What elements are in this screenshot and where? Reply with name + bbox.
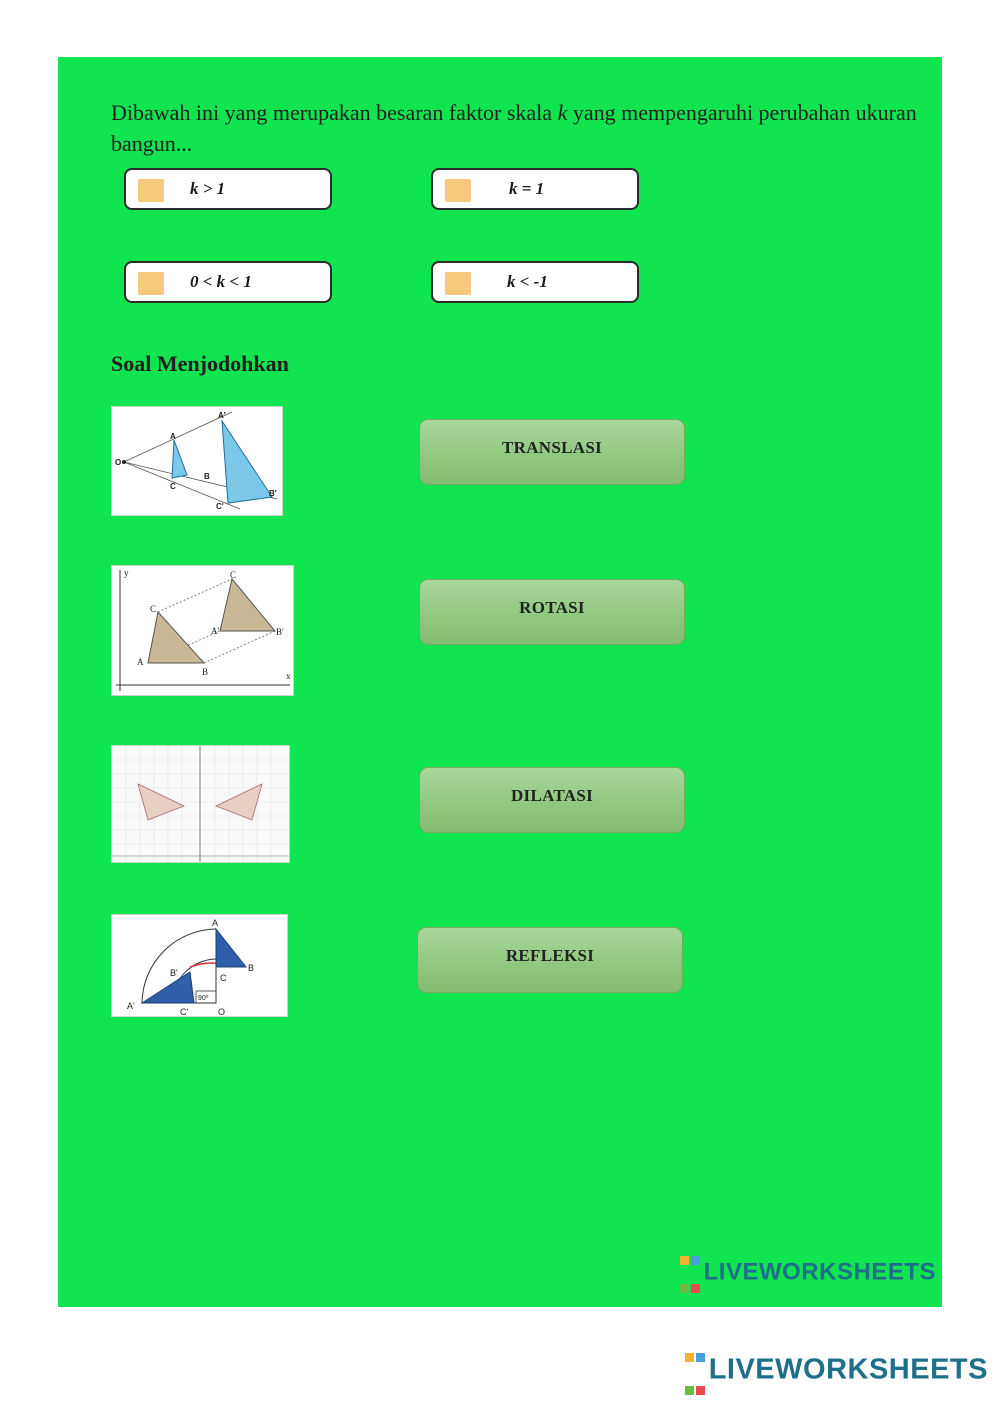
- label-b: B: [248, 963, 255, 973]
- label-a: A: [170, 432, 176, 441]
- label-b-prime: B': [276, 627, 284, 637]
- label-b-prime: B': [170, 968, 178, 978]
- label-b: B: [202, 667, 209, 677]
- choice-k-greater-1[interactable]: [124, 168, 332, 210]
- checkbox[interactable]: [445, 179, 471, 202]
- choice-label: k = 1: [509, 179, 545, 198]
- liveworksheets-logo-icon: [684, 1338, 706, 1404]
- label-c: C: [150, 604, 157, 614]
- rotation-diagram-icon[interactable]: [111, 914, 288, 1017]
- checkbox[interactable]: [445, 272, 471, 295]
- label-a-prime: A': [211, 626, 220, 636]
- brand-watermark-inner: LIVEWORKSHEETS: [679, 1245, 936, 1301]
- checkbox[interactable]: [138, 179, 164, 202]
- label-x: x: [286, 671, 291, 681]
- reflection-diagram-icon[interactable]: [111, 745, 290, 863]
- match-refleksi[interactable]: [417, 927, 683, 993]
- label-c: C: [220, 973, 227, 983]
- label-angle: 90º: [198, 995, 209, 1002]
- label-y: y: [124, 568, 129, 578]
- label-c: C: [170, 482, 176, 491]
- match-label: TRANSLASI: [501, 438, 602, 457]
- choice-k-equal-1[interactable]: [431, 168, 639, 210]
- label-a: A: [212, 918, 219, 928]
- match-rotasi[interactable]: [419, 579, 685, 645]
- match-label: REFLEKSI: [505, 946, 595, 965]
- label-a-prime: A': [127, 1001, 135, 1011]
- checkbox[interactable]: [138, 272, 164, 295]
- brand-footer[interactable]: LIVEWORKSHEETS: [684, 1338, 988, 1404]
- label-b: B: [204, 472, 210, 481]
- translation-diagram-icon[interactable]: [111, 565, 294, 696]
- label-o: O: [115, 458, 122, 467]
- choice-label: 0 < k < 1: [190, 272, 252, 291]
- dilation-diagram-icon[interactable]: [111, 406, 283, 516]
- label-c-prime: C: [230, 570, 237, 580]
- label-o: O: [218, 1007, 226, 1017]
- label-a: A: [137, 657, 144, 667]
- choice-label: k > 1: [190, 179, 226, 198]
- choice-k-between-0-1[interactable]: [124, 261, 332, 303]
- label-c-prime: C': [180, 1007, 189, 1017]
- match-translasi[interactable]: [419, 419, 685, 485]
- section-title: Soal Menjodohkan: [111, 351, 289, 376]
- match-dilatasi[interactable]: [419, 767, 685, 833]
- match-label: DILATASI: [510, 786, 594, 805]
- match-label: ROTASI: [519, 598, 585, 617]
- worksheet-page: [58, 57, 942, 1307]
- choice-k-less-minus-1[interactable]: [431, 261, 639, 303]
- label-b-prime: B': [269, 489, 277, 498]
- choice-label: k < -1: [507, 272, 548, 291]
- label-a-prime: A': [218, 411, 226, 420]
- label-c-prime: C': [216, 502, 224, 511]
- liveworksheets-logo-icon: [679, 1245, 701, 1301]
- question-text: Dibawah ini yang merupakan besaran faktor skala k yang mempengaruhi perubahan ukuran bangun...: [111, 100, 917, 156]
